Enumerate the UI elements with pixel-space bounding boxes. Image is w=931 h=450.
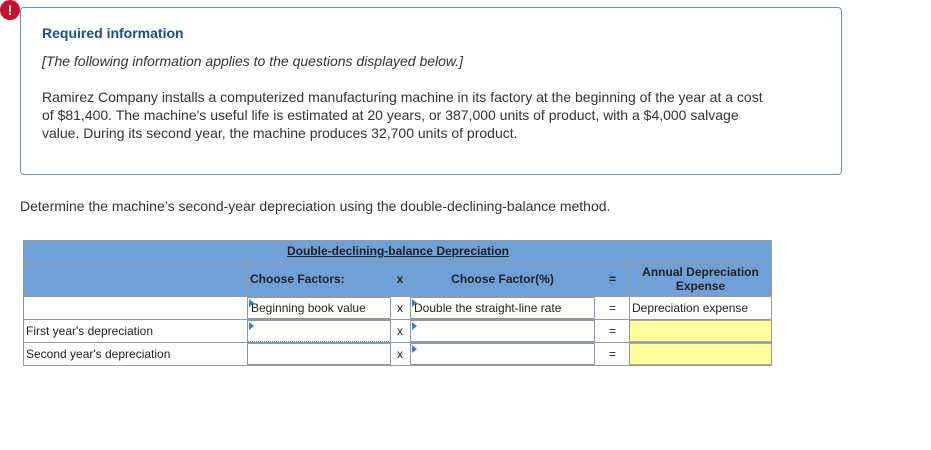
grid-line: [247, 262, 248, 366]
factor-select-row1[interactable]: [247, 320, 391, 342]
row-label: [26, 297, 246, 319]
header-x: x: [396, 272, 404, 286]
header-annual-depreciation: Annual Depreciation Expense: [642, 265, 759, 293]
grid-line: [23, 240, 772, 241]
result-input-row2[interactable]: [629, 343, 772, 365]
grid-line: [23, 319, 772, 320]
info-subtitle: [The following information applies to the questions displayed below.]: [42, 53, 464, 69]
multiply-sign: x: [397, 301, 403, 315]
dropdown-marker-icon: [412, 322, 417, 330]
grid-line: [771, 240, 772, 366]
factor-input-row2[interactable]: [247, 343, 391, 365]
header-choose-factor-pct: Choose Factor(%): [451, 272, 554, 286]
grid-line: [629, 262, 630, 366]
question-text: Determine the machine’s second-year depreciation using the double-declining-balance method.: [20, 198, 611, 214]
row-label-second-year: Second year's depreciation: [26, 347, 171, 361]
row-label-first-year: First year's depreciation: [26, 324, 154, 338]
grid-line: [23, 342, 772, 343]
factor-pct-select-row0[interactable]: [410, 297, 595, 319]
factor-select-row0[interactable]: [247, 297, 391, 319]
multiply-sign: x: [397, 347, 403, 361]
multiply-sign: x: [397, 324, 403, 338]
factor-value: Beginning book value: [251, 301, 366, 315]
equals-sign: =: [608, 347, 616, 361]
grid-line: [23, 262, 772, 263]
depreciation-table: [23, 240, 772, 366]
dropdown-marker-icon: [412, 299, 417, 307]
result-label: Depreciation expense: [632, 301, 749, 315]
header-choose-factors: Choose Factors:: [250, 272, 345, 286]
header-equals: =: [608, 272, 616, 286]
factor-pct-input-row1[interactable]: [410, 320, 595, 342]
grid-line: [23, 240, 24, 366]
factor-pct-value: Double the straight-line rate: [414, 301, 562, 315]
dropdown-marker-icon: [249, 299, 254, 307]
result-input-row1[interactable]: [629, 320, 772, 342]
dropdown-marker-icon: [412, 345, 417, 353]
dropdown-marker-icon: [249, 322, 254, 330]
info-body: Ramirez Company installs a computerized manufacturing machine in its factory at the beginning of the year at a cost of $81,400. The machine's useful life is estimated at 20 years, or 387,000 units of product, with a $4,000 salvage value. During its second year, the machine produces 32,700 units of product.: [42, 89, 763, 141]
equals-sign: =: [608, 324, 616, 338]
grid-line: [23, 365, 772, 366]
info-title: Required information: [42, 25, 184, 41]
equals-sign: =: [608, 301, 616, 315]
alert-icon: !: [0, 0, 20, 20]
factor-pct-input-row2[interactable]: [410, 343, 595, 365]
table-title: Double-declining-balance Depreciation: [286, 244, 510, 258]
grid-line: [23, 296, 772, 297]
